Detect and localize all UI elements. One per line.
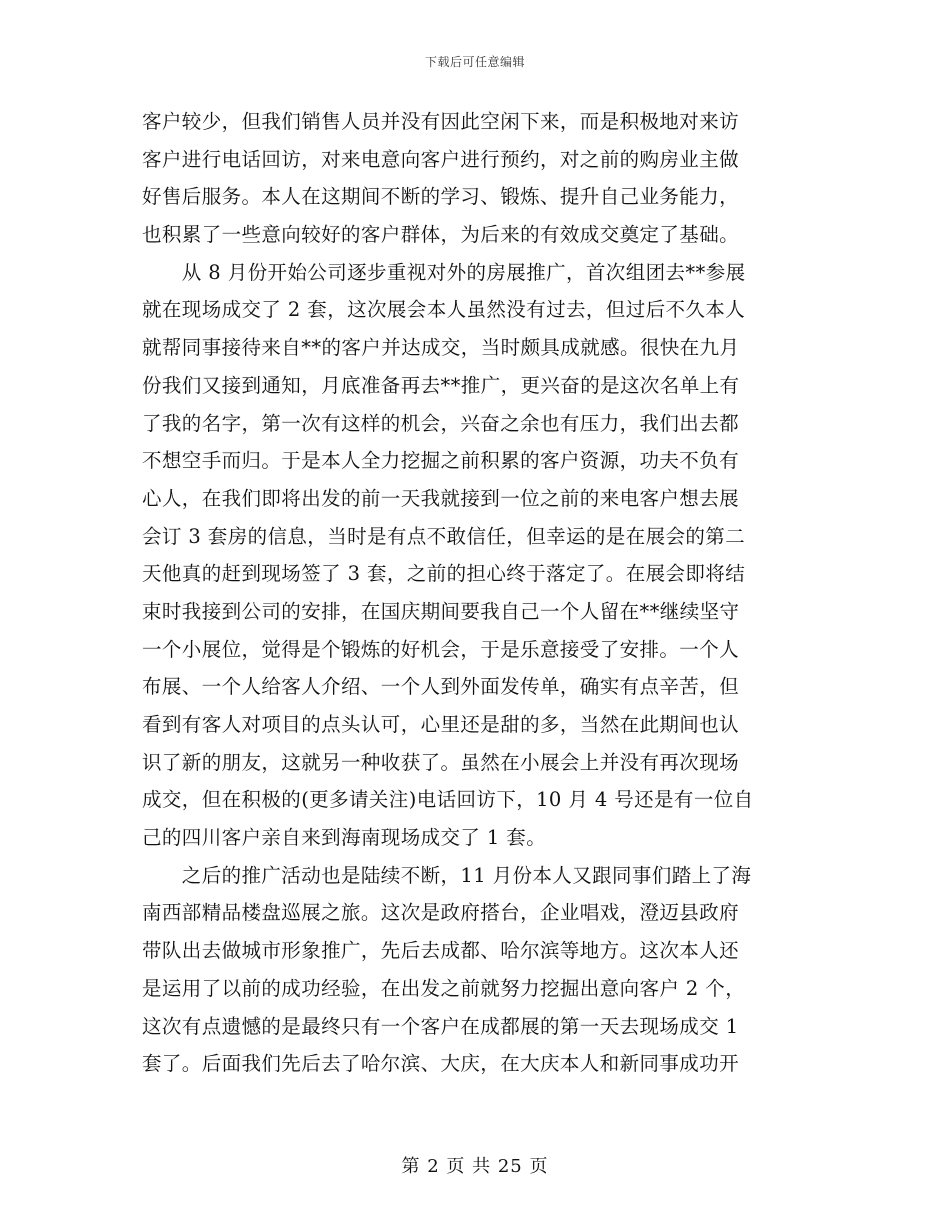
document-body xyxy=(142,103,810,1083)
text-line: 套了。后面我们先后去了哈尔滨、大庆，在大庆本人和新同事成功开 xyxy=(142,1052,740,1076)
text-line: 客户进行电话回访，对来电意向客户进行预约，对之前的购房业主做 xyxy=(142,147,740,171)
text-line: 是运用了以前的成功经验，在出发之前就努力挖掘出意向客户 2 个， xyxy=(142,976,746,1000)
text-line: 会订 3 套房的信息，当时是有点不敢信任，但幸运的是在展会的第二 xyxy=(142,524,746,548)
text-line: 好售后服务。本人在这期间不断的学习、锻炼、提升自己业务能力， xyxy=(142,185,740,209)
text-line: 布展、一个人给客人介绍、一个人到外面发传单，确实有点辛苦，但 xyxy=(142,675,740,699)
text-line: 束时我接到公司的安排，在国庆期间要我自己一个人留在**继续坚守 xyxy=(142,599,740,623)
text-line: 就帮同事接待来自**的客户并达成交，当时颇具成就感。很快在九月 xyxy=(142,336,740,360)
text-line: 就在现场成交了 2 套，这次展会本人虽然没有过去，但过后不久本人 xyxy=(142,298,746,322)
text-line: 也积累了一些意向较好的客户群体，为后来的有效成交奠定了基础。 xyxy=(142,223,740,247)
text-line: 心人，在我们即将出发的前一天我就接到一位之前的来电客户想去展 xyxy=(142,486,740,510)
text-line: 天他真的赶到现场签了 3 套，之前的担心终于落定了。在展会即将结 xyxy=(142,562,746,586)
text-line: 一个小展位，觉得是个锻炼的好机会，于是乐意接受了安排。一个人 xyxy=(142,637,740,661)
text-line: 己的四川客户亲自来到海南现场成交了 1 套。 xyxy=(142,826,547,850)
text-line: 看到有客人对项目的点头认可，心里还是甜的多，当然在此期间也认 xyxy=(142,713,740,736)
text-line: 带队出去做城市形象推广，先后去成都、哈尔滨等地方。这次本人还 xyxy=(142,939,740,963)
text-line: 之后的推广活动也是陆续不断，11 月份本人又跟同事们踏上了海 xyxy=(142,863,752,887)
text-line: 从 8 月份开始公司逐步重视对外的房展推广，首次组团去**参展 xyxy=(142,260,746,284)
page-header: 下载后可任意编辑 xyxy=(424,55,525,69)
text-line: 客户较少，但我们销售人员并没有因此空闲下来，而是积极地对来访 xyxy=(142,110,740,133)
text-line: 不想空手而归。于是本人全力挖掘之前积累的客户资源，功夫不负有 xyxy=(142,449,740,473)
text-line: 份我们又接到通知，月底准备再去**推广，更兴奋的是这次名单上有 xyxy=(142,373,740,397)
text-line: 这次有点遗憾的是最终只有一个客户在成都展的第一天去现场成交 1 xyxy=(142,1014,739,1038)
text-line: 识了新的朋友，这就另一种收获了。虽然在小展会上并没有再次现场 xyxy=(142,750,740,774)
text-line: 了我的名字，第一次有这样的机会，兴奋之余也有压力，我们出去都 xyxy=(142,411,740,435)
page-number: 第 2 页 共 25 页 xyxy=(401,1156,549,1177)
text-line: 南西部精品楼盘巡展之旅。这次是政府搭台，企业唱戏，澄迈县政府 xyxy=(142,901,740,925)
text-line: 成交，但在积极的(更多请关注)电话回访下，10 月 4 号还是有一位自 xyxy=(142,788,754,812)
